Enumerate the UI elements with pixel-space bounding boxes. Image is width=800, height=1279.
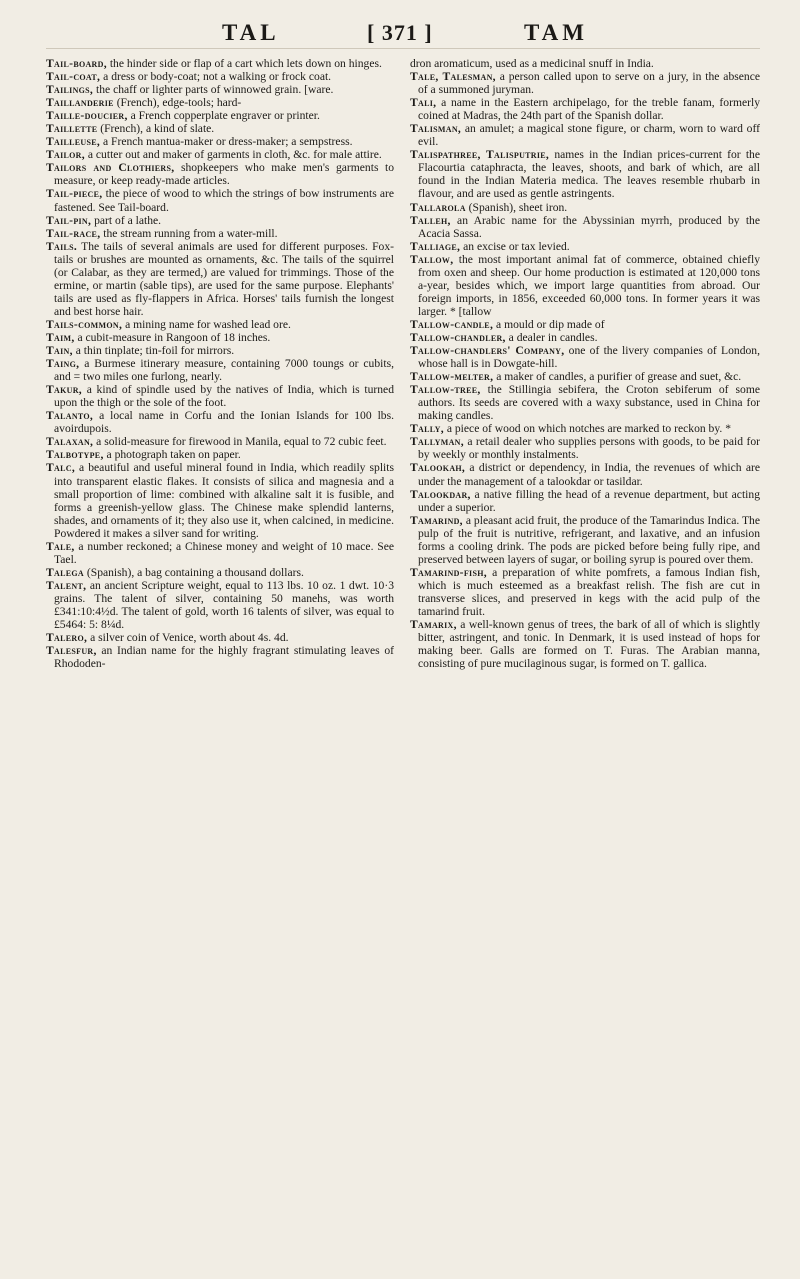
header-right-word: TAM [524,20,588,45]
entry-definition: a person called upon to serve on a jury, in the absence of a summoned juryman. [418,70,760,97]
entry-definition: part of a lathe. [91,213,162,227]
dictionary-entry [410,148,760,200]
dictionary-entry [410,370,760,383]
dictionary-entry [46,227,394,240]
entry-headword: Tamarix, [410,618,457,632]
dictionary-entry [410,435,760,461]
entry-definition: a solid-measure for firewood in Manila, equal to 72 cubic feet. [93,435,387,449]
entry-definition: a number reckoned; a Chinese money and weight of 10 mace. See Tael. [54,539,394,566]
entry-headword: Talbotype, [46,448,104,462]
entry-definition: shopkeepers who make men's garments to measure, or keep ready-made articles. [54,161,394,188]
entry-headword: Taing, [46,357,80,371]
entry-headword: Tale, [46,539,75,553]
entry-definition: a native filling the head of a revenue department, but acting under a superior. [418,487,760,514]
entry-headword: Talliage, [410,239,461,253]
dictionary-entry [410,461,760,487]
entry-definition: the hinder side or flap of a cart which lets down on hinges. [106,57,382,70]
dictionary-entry [46,331,394,344]
running-header [46,18,760,49]
entry-definition: a photograph taken on paper. [103,448,241,462]
text-columns [46,57,760,670]
dictionary-entry [46,240,394,318]
dictionary-entry [410,240,760,253]
entry-definition: the piece of wood to which the strings of bow instruments are fastened. See Tail-board. [54,187,394,214]
entry-headword: Tallow-chandlers' Company, [410,344,565,358]
entry-headword: Tally, [410,422,444,436]
entry-headword: Talookdar, [410,487,471,501]
dictionary-entry [410,618,760,670]
entry-definition: a maker of candles, a purifier of grease and suet, &c. [493,370,742,384]
entry-headword: Talent, [46,578,87,592]
entry-definition: an Arabic name for the Abyssinian myrrh, produced by the Acacia Sassa. [418,213,760,240]
dictionary-entry [410,214,760,240]
entry-headword: Talispathree, Talisputrie, [410,148,550,162]
entry-headword: Tailleuse, [46,135,101,149]
dictionary-entry [46,448,394,461]
dictionary-entry [46,135,394,148]
entry-headword: Taillette [46,122,98,136]
entry-definition: a well-known genus of trees, the bark of all of which is slightly bitter, astringent, and tonic. In Denmark, it is used instead of hops for making beer. Galls are formed on T. Furas. The Arabian manna, consisting of pure mucilaginous sugar, is formed on T. gallica. [418,618,760,671]
entry-definition: a French copperplate engraver or printer. [127,109,320,123]
dictionary-entry [46,435,394,448]
entry-headword: Tail-coat, [46,70,101,84]
entry-definition: dron aromaticum, used as a medicinal snuff in India. [410,57,654,70]
entry-headword: Taillanderie [46,96,114,110]
entry-headword: Taim, [46,330,75,344]
left-column [46,57,394,670]
entry-headword: Tallow-melter, [410,370,494,384]
entry-headword: Tallow-chandler, [410,330,506,344]
right-column [410,57,760,670]
dictionary-entry [46,187,394,213]
entry-definition: an Indian name for the highly fragrant stimulating leaves of Rhododen- [54,644,394,671]
dictionary-entry [410,331,760,344]
dictionary-entry [410,122,760,148]
entry-headword: Tallow-candle, [410,317,494,331]
entry-definition: an ancient Scripture weight, equal to 113 lbs. 10 oz. 1 dwt. 10·3 grains. The talent of silver, containing 50 manehs, was worth £341:10:4½d. The talent of gold, worth 16 talents of silver, was equal to £5464: 5: 8¼d. [54,578,394,632]
dictionary-entry [46,566,394,579]
dictionary-entry [46,357,394,383]
entry-definition: (Spanish), sheet iron. [465,200,568,214]
entry-definition: names in the Indian prices-current for the Flacourtia cataphracta, the leaves, shoots, and bark of which, are all found in the Indian Materia medica. The leaves resemble rhubarb in flavour, and are used as gentle astringents. [418,148,760,201]
entry-headword: Tale, Talesman, [410,70,496,84]
dictionary-entry [410,70,760,96]
entry-headword: Takur, [46,383,82,397]
entry-headword: Tamarind, [410,513,463,527]
entry-headword: Tails. [46,239,78,253]
entry-headword: Talookah, [410,461,466,475]
dictionary-entry [46,214,394,227]
dictionary-entry [46,579,394,631]
dictionary-entry [46,122,394,135]
dictionary-entry [410,96,760,122]
dictionary-entry [410,57,760,70]
entry-definition: the most important animal fat of commerce, obtained chiefly from oxen and sheep. Our home production is estimated at 120,000 tons a-year, besides which, we import large quantities from abroad. Our foreign imports, in 1856, exceeded 60,000 tons. In former years it was larger. * [tallow [418,252,760,318]
dictionary-entry [410,344,760,370]
entry-definition: a pleasant acid fruit, the produce of the Tamarindus Indica. The pulp of the fruit is nutritive, refrigerant, and laxative, and an infusion forms a cooling drink. The pods are picked before being fully ripe, and preserved between layers of sugar, or boiling syrup is poured over them. [418,513,760,566]
header-left-word: TAL [222,20,280,45]
dictionary-entry [410,422,760,435]
entry-definition: one of the livery companies of London, whose hall is in Dowgate-hill. [418,344,760,371]
dictionary-entry [46,383,394,409]
entry-definition: a kind of spindle used by the natives of India, which is turned upon the thigh or the sole of the foot. [54,383,394,410]
entry-headword: Tallyman, [410,435,464,449]
entry-headword: Talc, [46,461,76,475]
dictionary-entry [46,109,394,122]
entry-headword: Talanto, [46,409,94,423]
entry-definition: a piece of wood on which notches are marked to reckon by. * [443,422,731,436]
entry-headword: Tail-race, [46,226,101,240]
entry-headword: Tallarola [410,200,466,214]
entry-headword: Tail-board, [46,57,107,70]
dictionary-entry [46,644,394,670]
entry-definition: (Spanish), a bag containing a thousand dollars. [83,565,304,579]
dictionary-entry [46,57,394,70]
entry-definition: a preparation of white pomfrets, a famous Indian fish, which is much esteemed as a breakfast relish. The fish are cut in transverse slices, and preserved in kegs with the acid pulp of the tamarind fruit. [418,565,760,618]
dictionary-entry [46,540,394,566]
entry-definition: The tails of several animals are used for different purposes. Fox-tails or brushes are mounted as ornaments, &c. The tails of the squirrel (or Calabar, as they are termed,) are valued for trimmings. Those of the ermine, or martin (sable tips), are used for the same purpose. Elephants' tails are used as fly-flappers in Africa. Horses' tails furnish the longest and best horse hair. [54,239,394,318]
entry-headword: Talleh, [410,213,451,227]
entry-headword: Tailors and Clothiers, [46,161,175,175]
dictionary-entry [410,514,760,566]
entry-definition: a thin tinplate; tin-foil for mirrors. [72,344,235,358]
entry-definition: an excise or tax levied. [460,239,570,253]
entry-definition: a cutter out and maker of garments in cloth, &c. for male attire. [84,148,382,162]
dictionary-entry [410,253,760,318]
entry-definition: (French), a kind of slate. [97,122,215,136]
entry-headword: Taille-doucier, [46,109,128,123]
dictionary-entry [46,148,394,161]
entry-definition: a cubit-measure in Rangoon of 18 inches. [74,330,271,344]
dictionary-entry [46,70,394,83]
entry-headword: Tails-common, [46,317,123,331]
entry-definition: a local name in Corfu and the Ionian Islands for 100 lbs. avoirdupois. [54,409,394,436]
entry-definition: a mould or dip made of [493,317,605,331]
entry-headword: Talaxan, [46,435,94,449]
dictionary-entry [46,344,394,357]
entry-headword: Tail-piece, [46,187,103,201]
entry-headword: Talega [46,565,84,579]
entry-definition: a mining name for washed lead ore. [122,317,291,331]
entry-definition: (French), edge-tools; hard- [113,96,242,110]
entry-headword: Tailor, [46,148,85,162]
entry-definition: a silver coin of Venice, worth about 4s. 4d. [87,631,289,645]
entry-definition: the Stillingia sebifera, the Croton sebiferum of some authors. Its seeds are covered with a waxy substance, used in China for making candles. [418,383,760,423]
entry-headword: Tallow, [410,252,454,266]
dictionary-entry [410,488,760,514]
dictionary-entry [410,201,760,214]
entry-headword: Tallow-tree, [410,383,481,397]
entry-headword: Talero, [46,631,88,645]
dictionary-entry [46,83,394,96]
entry-headword: Tali, [410,96,437,110]
dictionary-entry [46,461,394,539]
dictionary-entry [410,318,760,331]
page-number: [ 371 ] [367,20,433,45]
dictionary-entry [410,566,760,618]
entry-headword: Tain, [46,344,73,358]
entry-headword: Tail-pin, [46,213,92,227]
entry-definition: a Burmese itinerary measure, containing 7000 toungs or cubits, and = two miles one furlong, nearly. [54,357,394,384]
entry-definition: a dealer in candles. [505,330,598,344]
entry-definition: the stream running from a water-mill. [100,226,278,240]
dictionary-entry [410,383,760,422]
entry-definition: a retail dealer who supplies persons with goods, to be paid for by weekly or monthly instalments. [418,435,760,462]
dictionary-entry [46,631,394,644]
entry-definition: an amulet; a magical stone figure, or charm, worn to ward off evil. [418,122,760,149]
dictionary-entry [46,318,394,331]
dictionary-entry [46,409,394,435]
entry-definition: the chaff or lighter parts of winnowed grain. [ware. [93,83,334,97]
entry-headword: Talesfur, [46,644,97,658]
entry-headword: Talisman, [410,122,462,136]
entry-headword: Tamarind-fish, [410,565,487,579]
entry-definition: a beautiful and useful mineral found in India, which readily splits into transparent elastic flakes. It consists of silica and magnesia and a small proportion of lime: combined with alkaline salt it is fusible, and forms a greenish-yellow glass. The Chinese make splendid lanterns, shades, and ornaments of it; they also use it, when calcined, in medicine. Powdered it makes a silver sand for writing. [54,461,394,540]
entry-headword: Tailings, [46,83,94,97]
dictionary-entry [46,96,394,109]
entry-definition: a district or dependency, in India, the revenues of which are under the management of a talookdar or tasildar. [418,461,760,488]
entry-definition: a dress or body-coat; not a walking or frock coat. [100,70,332,84]
entry-definition: a French mantua-maker or dress-maker; a sempstress. [100,135,353,149]
entry-definition: a name in the Eastern archipelago, for the treble fanam, formerly coined at Madras, the 24th part of the Spanish dollar. [418,96,760,123]
dictionary-entry [46,161,394,187]
